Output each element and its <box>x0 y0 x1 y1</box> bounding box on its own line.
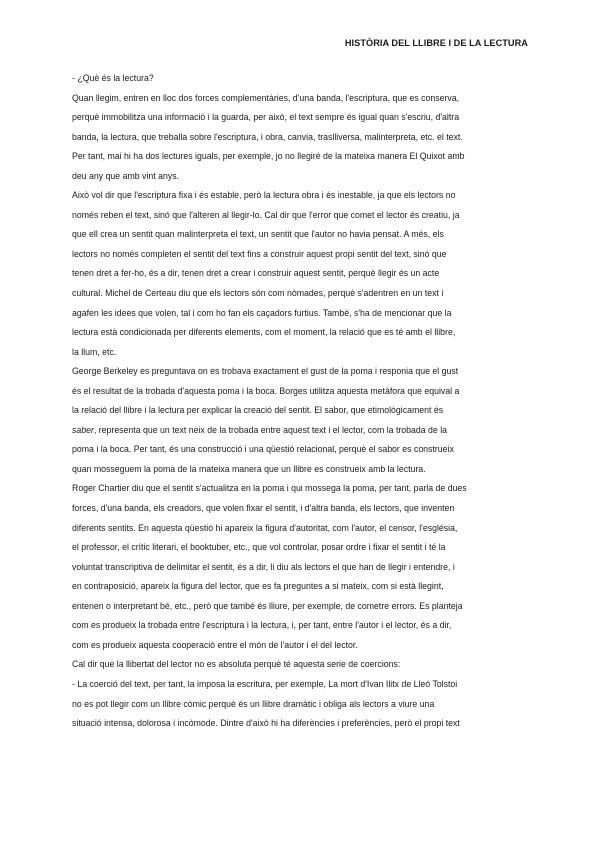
text-line: que ell crea un sentit quan malinterpreta el text, un sentit que l'autor no havia pensat. A més, els <box>72 229 444 240</box>
text-line: agafen les idees que volen, tal i com ho fan els caçadors furtius. També, s'ha de mencionar que la <box>72 307 452 318</box>
text-line: diferents sentits. En aquesta qüestió hi apareix la figura d'autoritat, com l'autor, el censor, l'església, <box>72 522 458 533</box>
text-line: poma i la boca. Per tant, és una construcció i una qüestió relacional, perquè el sabor es construeix <box>72 444 454 455</box>
document-body <box>72 69 528 734</box>
text-line: Roger Chartier diu que el sentit s'actualitza en la poma i qui mossega la poma, per tant, parla de dues <box>72 483 467 494</box>
text-line: tenen dret a fer-ho, és a dir, tenen dret a crear i construir aquest sentit, perquè llegir és un acte <box>72 268 440 279</box>
text-line: voluntat transcriptiva de delimitar el sentit, és a dir, li diu als lectors el que han de llegir i entendre, i <box>72 561 455 572</box>
text-line: situació intensa, dolorosa i incòmode. Dintre d'això hi ha diferències i preferències, però el propi text <box>72 718 460 729</box>
text-line: quan mosseguem la poma de la mateixa manera que un llibre es construeix amb la lectura. <box>72 463 426 474</box>
running-header: HISTÒRIA DEL LLIBRE I DE LA LECTURA <box>344 38 528 48</box>
text-line: banda, la lectura, que treballa sobre l'escriptura, i obra, canvia, traslliversa, malinterpreta, etc. el text. <box>72 131 463 142</box>
text-line: no es pot llegir com un llibre còmic perquè és un llibre dramàtic i obliga als lectors a viure una <box>72 698 435 709</box>
text-line: perquè immobilitza una informació i la guarda, per això, el text sempre és igual quan s'escriu, d'altra <box>72 112 460 123</box>
text-line: entenen o interpretant bé, etc., però que també és lliure, per exemple, de cometre errors. Es planteja <box>72 600 463 611</box>
text-line: el professor, el crític literari, el booktuber, etc., que vol controlar, posar ordre i fixar el sentit i té la <box>72 542 446 553</box>
text-line: en contraposició, apareix la figura del lector, que es fa preguntes a si mateix, com si està llegint, <box>72 581 444 592</box>
text-line: cultural. Michel de Certeau diu que els lectors són com nòmades, perquè s'adentren en un text i <box>72 288 444 299</box>
italic-term: saber <box>72 424 94 435</box>
text-line: com es produeix aquesta cooperació entre el món de l'autor i el del lector. <box>72 639 358 650</box>
text-line <box>72 421 528 441</box>
text-line: Quan llegim, entren en lloc dos forces complementàries, d'una banda, l'escriptura, que es conserva, <box>72 92 460 103</box>
text-line: com es produeix la trobada entre l'escriptura i la lectura, i, per tant, entre l'autor i el lector, és a dir, <box>72 620 452 631</box>
text-line: - La coerció del text, per tant, la imposa la escritura, per exemple, La mort d'Ivan Ilitx de Lleó Tolstoi <box>72 678 458 689</box>
text-line: deu any que amb vint anys. <box>72 170 180 181</box>
text-line: la relació del llibre i la lectura per explicar la creació del sentit. El sabor, que etimològicament és <box>72 405 444 416</box>
text-line: és el resultat de la trobada d'aquesta poma i la boca. Borges utilitza aquesta metàfora que equival a <box>72 385 460 396</box>
text-line: forces, d'una banda, els creadors, que volen fixar el sentit, i d'altra banda, els lectors, que inventen <box>72 503 455 514</box>
text-line: Cal dir que la llibertat del lector no es absoluta perquè té aquesta serie de coercions: <box>72 659 401 670</box>
text-line: lectors no només completen el sentit del text fins a construir aquest propi sentit del text, sinó que <box>72 248 447 259</box>
text-line-rest: , representa que un text neix de la trobada entre aquest text i el lector, com la trobada de la <box>93 424 448 435</box>
text-line: només reben el text, sinó que l'alteren al llegir-lo. Cal dir que l'error que comet el lector és creatiu, ja <box>72 209 460 220</box>
text-line: la llum, etc. <box>72 346 117 357</box>
text-line: Per tant, mai hi ha dos lectures iguals, per exemple, jo no llegiré de la mateixa manera El Quixot amb <box>72 151 465 162</box>
text-line: lectura està condicionada per diferents elements, com el moment, la relació que es té amb el llibre, <box>72 327 456 338</box>
text-line: - ¿Què és la lectura? <box>72 73 154 83</box>
text-line: George Berkeley es preguntava on es trobava exactament el gust de la poma i responia que el gust <box>72 366 459 377</box>
text-line: Això vol dir que l'escriptura fixa i és estable, però la lectura obra i és inestable, ja que els lectors no <box>72 190 456 201</box>
